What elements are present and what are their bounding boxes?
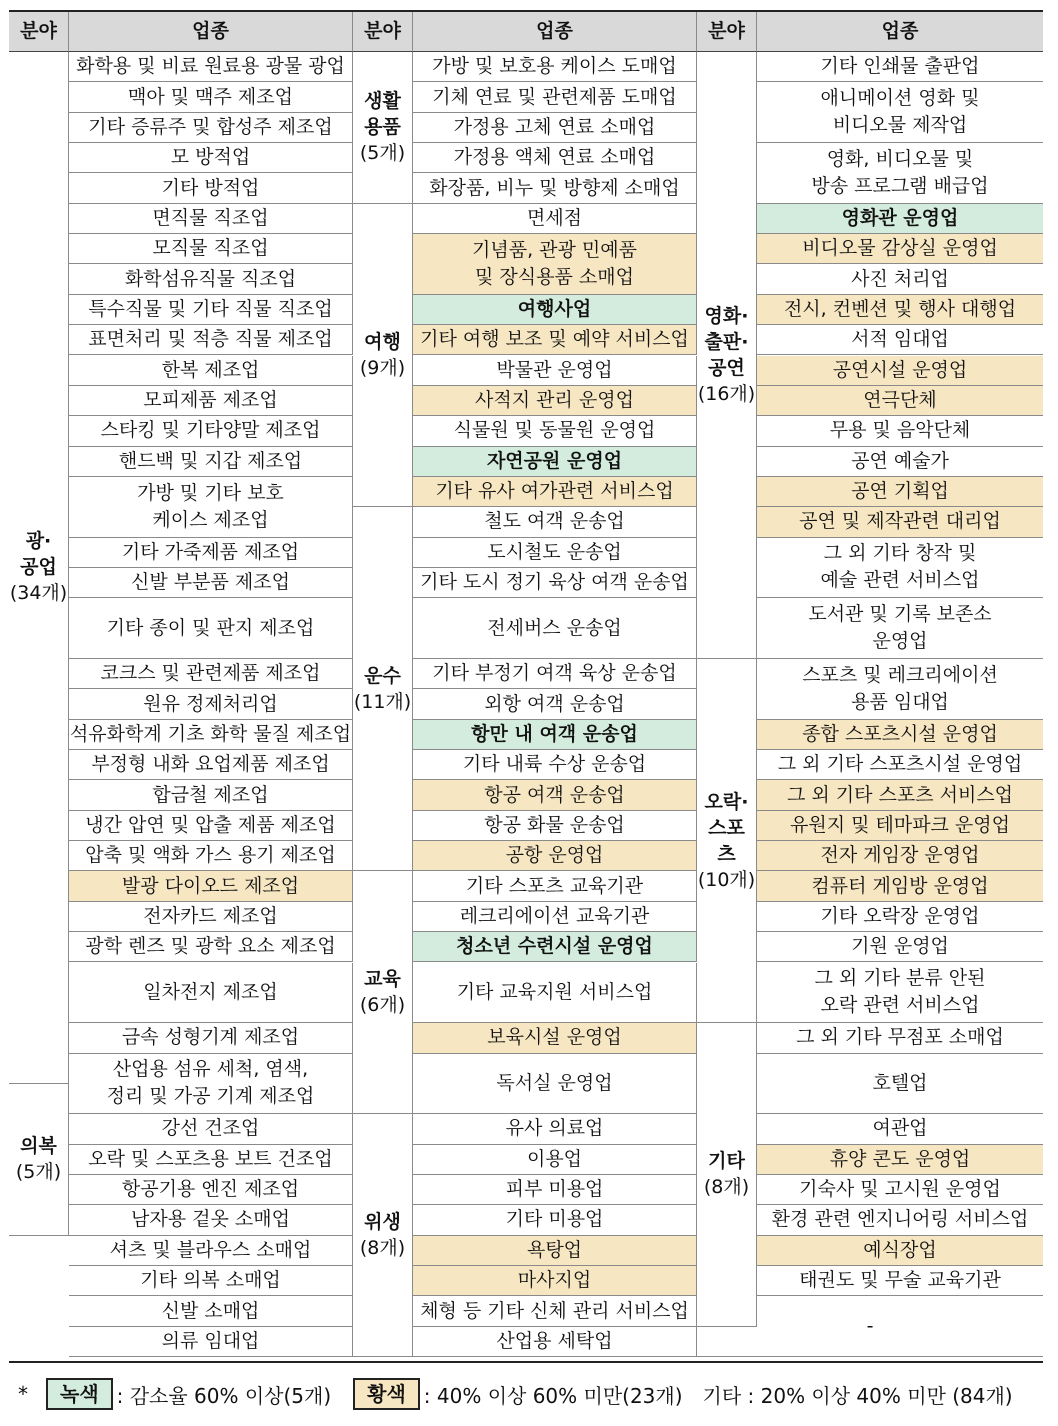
industry-cell: 공연 및 제작관련 대리업 [757,507,1043,537]
category-count: (5개) [15,1161,62,1184]
industry-cell: 욕탕업 [413,1236,697,1266]
industry-cell: 그 외 기타 스포츠 서비스업 [757,780,1043,810]
industry-cell: 원유 정제처리업 [69,689,353,719]
header-industry: 업종 [413,12,697,52]
category-count: (11개) [353,690,412,713]
industry-cell: 예식장업 [757,1236,1043,1266]
industry-cell: 여관업 [757,1114,1043,1144]
industry-cell: 모 방적업 [69,143,353,173]
category-name: 오락· 스포 츠 [704,790,749,865]
industry-cell: 가방 및 기타 보호 케이스 제조업 [69,477,353,538]
industry-cell: 유사 의료업 [413,1114,697,1144]
industry-cell: 전자 게임장 운영업 [757,841,1043,871]
industry-cell: 휴양 콘도 운영업 [757,1145,1043,1175]
industry-cell: 가방 및 보호용 케이스 도매업 [413,52,697,82]
category-name: 기타 [708,1150,745,1173]
industry-cell: 항만 내 여객 운송업 [413,720,697,750]
industry-cell: 기타 내륙 수상 운송업 [413,750,697,780]
industry-cell: 독서실 운영업 [413,1054,697,1115]
industry-cell: 그 외 기타 무점포 소매업 [757,1023,1043,1053]
industry-cell: 기타 유사 여가관련 서비스업 [413,477,697,507]
industry-cell: 셔츠 및 블라우스 소매업 [69,1236,353,1266]
industry-cell: 화장품, 비누 및 방향제 소매업 [413,173,697,203]
industry-cell: 산업용 섬유 세척, 염색, 정리 및 가공 기계 제조업 [69,1054,353,1115]
industry-cell: 공연 예술가 [757,447,1043,477]
category-cell [9,52,69,1084]
category-name: 의복 [20,1135,57,1158]
industry-cell: 의류 임대업 [69,1327,353,1357]
category-count: (8개) [359,1237,406,1260]
legend-other-desc: 기타 : 20% 이상 40% 미만 (84개) [702,1383,1013,1408]
legend-asterisk: * [18,1382,28,1406]
header-field: 분야 [697,12,757,52]
industry-cell: 영화, 비디오물 및 방송 프로그램 배급업 [757,143,1043,204]
legend [18,1374,1013,1414]
industry-cell: 청소년 수련시설 운영업 [413,932,697,962]
industry-cell: 공항 운영업 [413,841,697,871]
industry-cell: 남자용 겉옷 소매업 [69,1205,353,1235]
category-name: 영화· 출판· 공연 [704,305,749,379]
category-count: (10개) [697,868,756,891]
industry-cell: 일차전지 제조업 [69,963,353,1024]
header-field: 분야 [9,12,69,52]
industry-cell: 항공 여객 운송업 [413,780,697,810]
industry-cell: 그 외 기타 분류 안된 오락 관련 서비스업 [757,963,1043,1024]
industry-cell: 체형 등 기타 신체 관리 서비스업 [413,1296,697,1326]
category-name: 여행 [364,331,401,353]
industry-cell: 스포츠 및 레크리에이션 용품 임대업 [757,659,1043,720]
industry-cell: 태권도 및 무술 교육기관 [757,1266,1043,1296]
industry-cell: 표면처리 및 적층 직물 제조업 [69,325,353,355]
industry-cell: 전시, 컨벤션 및 행사 대행업 [757,295,1043,325]
legend-yellow-desc: : 40% 이상 60% 미만(23개) [423,1383,683,1408]
industry-cell: 오락 및 스포츠용 보트 건조업 [69,1145,353,1175]
industry-cell: 영화관 운영업 [757,204,1043,234]
industry-cell: 사진 처리업 [757,264,1043,294]
category-count: (34개) [9,582,68,605]
industry-table [9,10,1043,1363]
industry-cell: 호텔업 [757,1054,1043,1115]
industry-cell: 전자카드 제조업 [69,902,353,932]
industry-cell: 발광 다이오드 제조업 [69,871,353,901]
industry-cell: 기체 연료 및 관련제품 도매업 [413,82,697,112]
category-count: (9개) [359,357,406,379]
industry-cell: 신발 소매업 [69,1296,353,1326]
industry-cell: 산업용 세탁업 [413,1327,697,1357]
industry-cell: 기숙사 및 고시원 운영업 [757,1175,1043,1205]
industry-cell: 기타 미용업 [413,1205,697,1235]
industry-cell: 비디오물 감상실 운영업 [757,234,1043,264]
industry-cell: 기념품, 관광 민예품 및 장식용품 소매업 [413,234,697,295]
industry-cell: 자연공원 운영업 [413,447,697,477]
industry-cell: 기타 방적업 [69,173,353,203]
industry-cell: 특수직물 및 기타 직물 직조업 [69,295,353,325]
category-cell [353,507,413,871]
industry-cell: 레크리에이션 교육기관 [413,902,697,932]
industry-cell: 스타킹 및 기타양말 제조업 [69,416,353,446]
industry-cell: 여행사업 [413,295,697,325]
industry-cell: 가정용 액체 연료 소매업 [413,143,697,173]
industry-cell: 기타 종이 및 판지 제조업 [69,598,353,659]
industry-cell: 신발 부분품 제조업 [69,568,353,598]
category-cell [697,659,757,1023]
industry-cell: 금속 성형기계 제조업 [69,1023,353,1053]
industry-cell: 도서관 및 기록 보존소 운영업 [757,598,1043,659]
industry-cell: 부정형 내화 요업제품 제조업 [69,750,353,780]
header-field: 분야 [353,12,413,52]
category-cell [353,204,413,508]
category-name: 생활 용품 [364,90,401,139]
industry-cell: 코크스 및 관련제품 제조업 [69,659,353,689]
category-cell [9,1084,69,1236]
industry-cell: 모직물 직조업 [69,234,353,264]
industry-cell: 컴퓨터 게임방 운영업 [757,871,1043,901]
category-count: (6개) [359,994,406,1017]
legend-green-desc: : 감소율 60% 이상(5개) [116,1383,332,1408]
industry-cell: 피부 미용업 [413,1175,697,1205]
industry-cell: 광학 렌즈 및 광학 요소 제조업 [69,932,353,962]
industry-cell: 기타 스포츠 교육기관 [413,871,697,901]
industry-cell: 기타 증류주 및 합성주 제조업 [69,113,353,143]
industry-cell: 강선 건조업 [69,1114,353,1144]
industry-cell: 냉간 압연 및 압출 제품 제조업 [69,811,353,841]
industry-cell: 도시철도 운송업 [413,538,697,568]
industry-cell: 한복 제조업 [69,356,353,386]
industry-cell: 면직물 직조업 [69,204,353,234]
industry-cell: 사적지 관리 운영업 [413,386,697,416]
industry-cell: 화학섬유직물 직조업 [69,264,353,294]
category-cell [697,52,757,659]
legend-yellow-swatch: 황색 [353,1378,420,1410]
industry-cell: 화학용 및 비료 원료용 광물 광업 [69,52,353,82]
industry-cell: 핸드백 및 지갑 제조업 [69,447,353,477]
industry-cell: 유원지 및 테마파크 운영업 [757,811,1043,841]
industry-cell: 공연 기획업 [757,477,1043,507]
industry-cell: 가정용 고체 연료 소매업 [413,113,697,143]
industry-cell: - [697,1296,1043,1357]
category-cell [353,871,413,1114]
industry-cell: 보육시설 운영업 [413,1023,697,1053]
industry-cell: 기원 운영업 [757,932,1043,962]
industry-cell: 외항 여객 운송업 [413,689,697,719]
industry-cell: 기타 오락장 운영업 [757,902,1043,932]
category-cell [353,52,413,204]
industry-cell: 석유화학계 기초 화학 물질 제조업 [69,720,353,750]
industry-cell: 공연시설 운영업 [757,356,1043,386]
industry-cell: 기타 부정기 여객 육상 운송업 [413,659,697,689]
category-count: (5개) [359,142,406,165]
category-name: 운수 [364,664,401,687]
category-cell [697,1023,757,1327]
industry-cell: 기타 도시 정기 육상 여객 운송업 [413,568,697,598]
industry-cell: 기타 가죽제품 제조업 [69,538,353,568]
industry-cell: 모피제품 제조업 [69,386,353,416]
legend-green-swatch: 녹색 [46,1378,113,1410]
category-count: (8개) [703,1176,750,1199]
industry-cell: 합금철 제조업 [69,780,353,810]
industry-cell: 철도 여객 운송업 [413,507,697,537]
industry-cell: 기타 의복 소매업 [69,1266,353,1296]
header-industry: 업종 [757,12,1043,52]
industry-cell: 마사지업 [413,1266,697,1296]
industry-cell: 기타 여행 보조 및 예약 서비스업 [413,325,697,355]
category-name: 교육 [364,968,401,991]
category-name: 광· 공업 [20,530,57,579]
category-cell [353,1114,413,1357]
industry-cell: 항공 화물 운송업 [413,811,697,841]
industry-cell: 전세버스 운송업 [413,598,697,659]
industry-cell: 그 외 기타 스포츠시설 운영업 [757,750,1043,780]
category-name: 위생 [364,1211,401,1234]
industry-cell: 연극단체 [757,386,1043,416]
category-count: (16개) [697,383,756,405]
industry-cell: 이용업 [413,1145,697,1175]
industry-cell: 종합 스포츠시설 운영업 [757,720,1043,750]
header-industry: 업종 [69,12,353,52]
industry-cell: 기타 인쇄물 출판업 [757,52,1043,82]
industry-cell: 면세점 [413,204,697,234]
industry-cell: 항공기용 엔진 제조업 [69,1175,353,1205]
industry-cell: 맥아 및 맥주 제조업 [69,82,353,112]
industry-cell: 압축 및 액화 가스 용기 제조업 [69,841,353,871]
industry-cell: 서적 임대업 [757,325,1043,355]
industry-cell: 애니메이션 영화 및 비디오물 제작업 [757,82,1043,143]
industry-cell: 그 외 기타 창작 및 예술 관련 서비스업 [757,538,1043,599]
industry-cell: 기타 교육지원 서비스업 [413,963,697,1024]
industry-cell: 환경 관련 엔지니어링 서비스업 [757,1205,1043,1235]
industry-cell: 식물원 및 동물원 운영업 [413,416,697,446]
industry-cell: 박물관 운영업 [413,356,697,386]
industry-cell: 무용 및 음악단체 [757,416,1043,446]
